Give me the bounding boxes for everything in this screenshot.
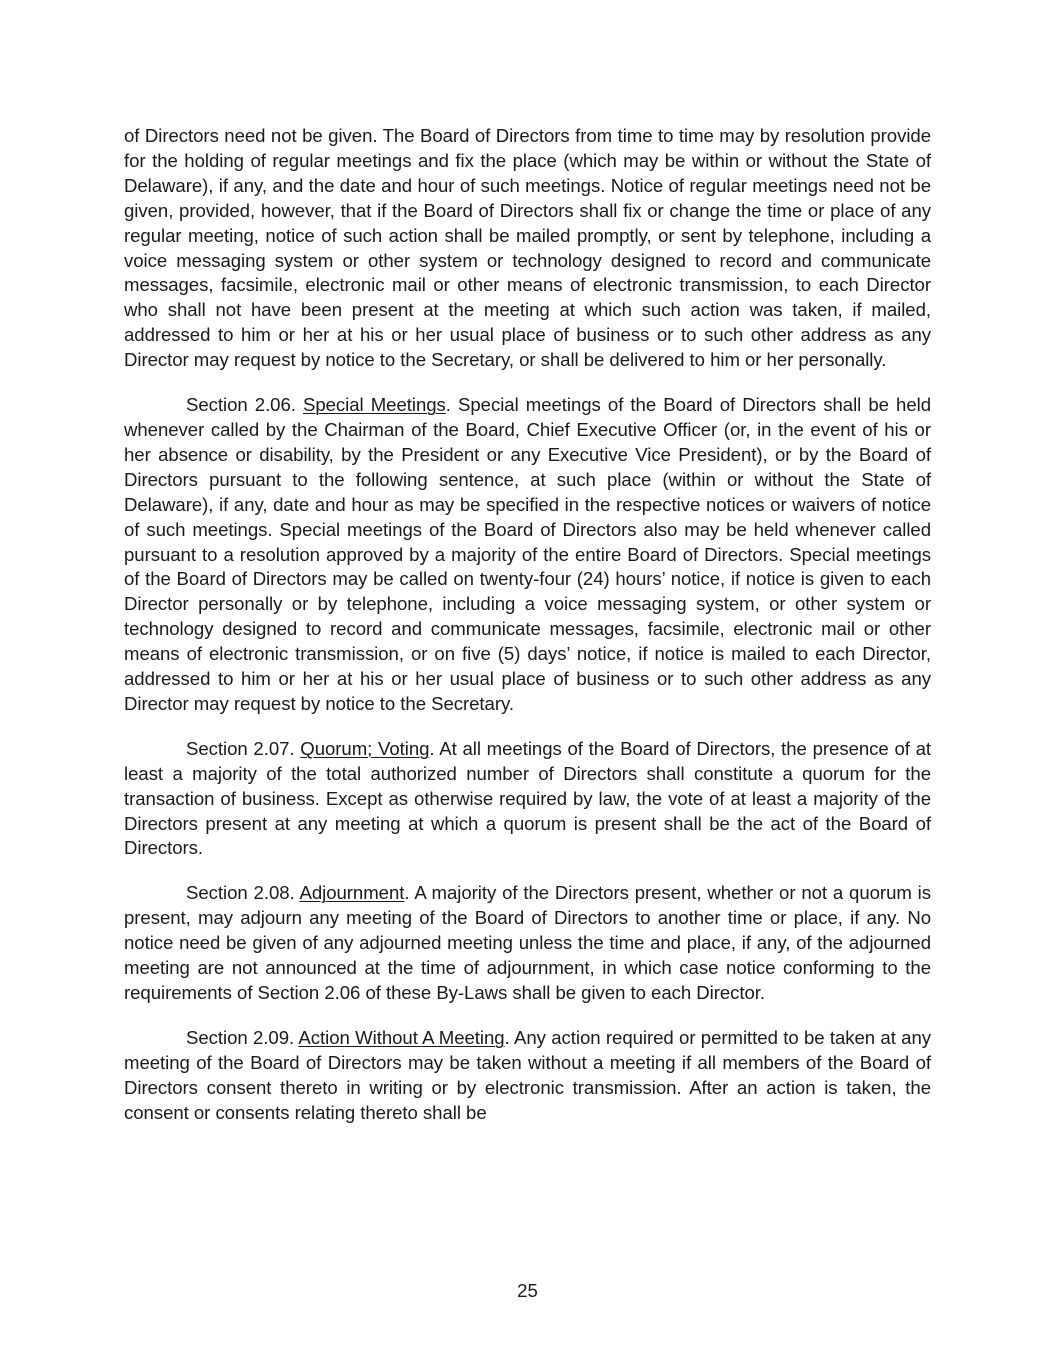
section-2-09-paragraph — [124, 1026, 931, 1126]
document-page — [124, 124, 931, 1146]
section-number: Section 2.09. — [186, 1026, 295, 1048]
page-number: 25 — [517, 1280, 538, 1301]
section-number: Section 2.07. — [186, 737, 295, 759]
paragraph-text: of Directors need not be given. The Board of Directors from time to time may by resolution provide for the holding of regular meetings and fix the place (which may be within or without the State of Delaware), if any, and the date and hour of such meetings. Notice of regular meetings need not be given, provided, however, that if the Board of Directors shall fix or change the time or place of any regular meeting, notice of such action shall be mailed promptly, or sent by telephone, including a voice messaging system or other system or technology designed to record and communicate messages, facsimile, electronic mail or other means of electronic transmission, to each Director who shall not have been present at the meeting at which such action was taken, if mailed, addressed to him or her at his or her usual place of business or to such other address as any Director may request by notice to the Secretary, or shall be delivered to him or her personally. — [124, 125, 931, 371]
section-2-08-paragraph — [124, 881, 931, 1006]
section-number: Section 2.08. — [186, 882, 295, 904]
section-2-07-paragraph — [124, 737, 931, 862]
section-2-06-paragraph — [124, 393, 931, 717]
section-heading: Quorum; Voting — [300, 737, 430, 759]
section-heading: Special Meetings — [303, 394, 446, 416]
paragraph-text: . Any action required or permitted to be taken at any meeting of the Board of Directors may be taken without a meeting if all members of the Board of Directors consent thereto in writing or by electronic transmission. After an action is taken, the consent or consents relating thereto shall be — [124, 1026, 931, 1123]
section-number: Section 2.06. — [186, 394, 296, 416]
paragraph-text: . At all meetings of the Board of Directors, the presence of at least a majority of the total authorized number of Directors shall constitute a quorum for the transaction of business. Except as otherwise required by law, the vote of at least a majority of the Directors present at any meeting at which a quorum is present shall be the act of the Board of Directors. — [124, 737, 932, 859]
section-heading: Action Without A Meeting — [298, 1026, 505, 1048]
paragraph-text: . Special meetings of the Board of Directors shall be held whenever called by the Chairman of the Board, Chief Executive Officer (or, in the event of his or her absence or disability, by the President or any Executive Vice President), or by the Board of Directors pursuant to the following sentence, at such place (within or without the State of Delaware), if any, date and hour as may be specified in the respective notices or waivers of notice of such meetings. Special meetings of the Board of Directors also may be held whenever called pursuant to a resolution approved by a majority of the entire Board of Directors. Special meetings of the Board of Directors may be called on twenty-four (24) hours’ notice, if notice is given to each Director personally or by telephone, including a voice messaging system, or other system or technology designed to record and communicate messages, facsimile, electronic mail or other means of electronic transmission, or on five (5) days’ notice, if notice is mailed to each Director, addressed to him or her at his or her usual place of business or to such other address as any Director may request by notice to the Secretary. — [124, 394, 932, 714]
section-heading: Adjournment — [299, 882, 405, 904]
paragraph-text: . A majority of the Directors present, whether or not a quorum is present, may adjourn any meeting of the Board of Directors to another time or place, if any. No notice need be given of any adjourned meeting unless the time and place, if any, of the adjourned meeting are not announced at the time of adjournment, in which case notice conforming to the requirements of Section 2.06 of these By-Laws shall be given to each Director. — [124, 882, 931, 1003]
paragraph-continuation — [124, 124, 931, 373]
